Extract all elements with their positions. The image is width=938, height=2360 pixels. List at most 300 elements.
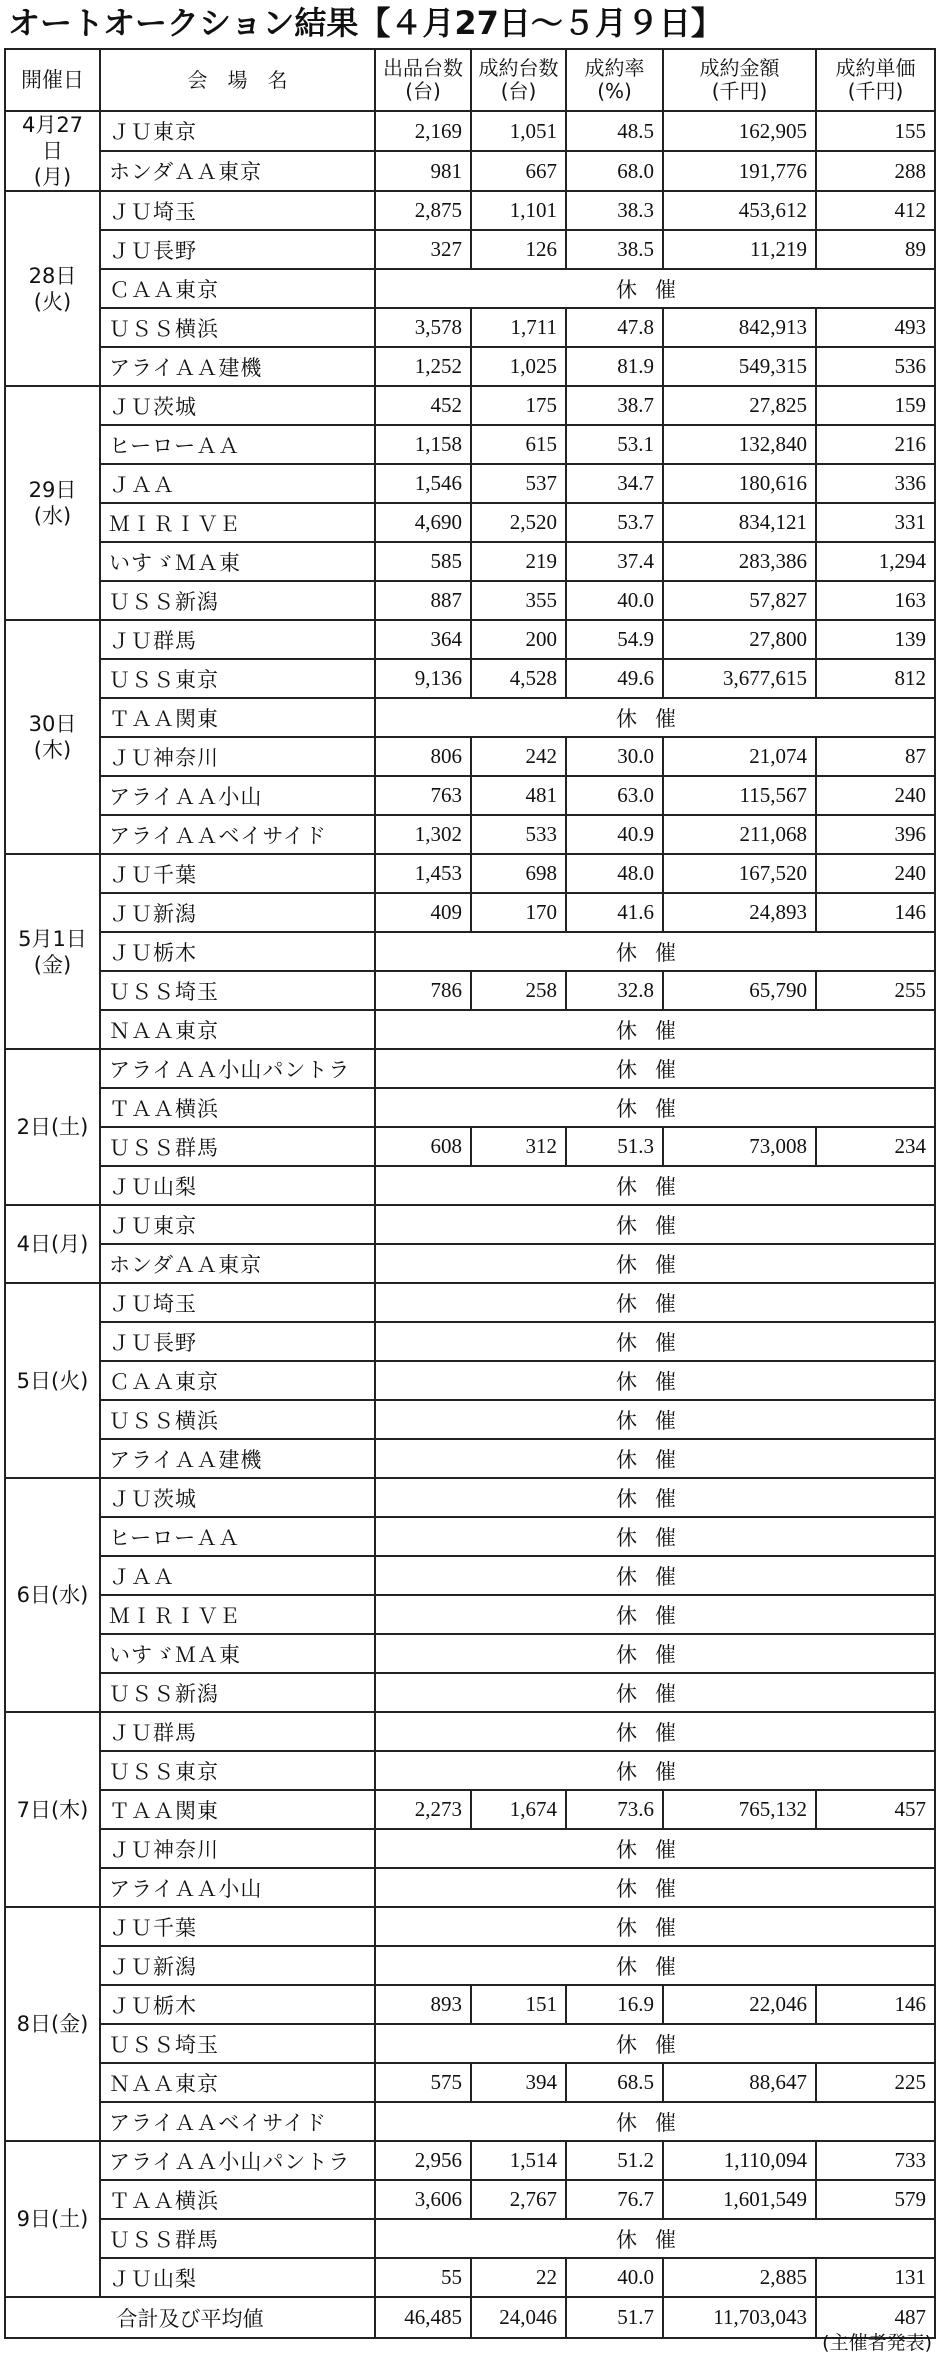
table-row bbox=[5, 1751, 935, 1790]
unit-price: 579 bbox=[816, 2180, 935, 2219]
contract-rate: 54.9 bbox=[566, 620, 663, 659]
date-cell: 5月1日 (金) bbox=[5, 854, 100, 1049]
contracted-count: 312 bbox=[471, 1127, 566, 1166]
listed-count: 981 bbox=[375, 151, 471, 191]
closed-label: 休催 bbox=[375, 1946, 935, 1985]
contract-rate: 51.3 bbox=[566, 1127, 663, 1166]
table-row bbox=[5, 269, 935, 308]
contracted-count: 258 bbox=[471, 971, 566, 1010]
date-cell: 28日(火) bbox=[5, 191, 100, 386]
header-rate: 成約率 (%) bbox=[566, 49, 663, 111]
venue-name: ＪＵ群馬 bbox=[100, 620, 375, 659]
closed-label: 休催 bbox=[375, 1556, 935, 1595]
contracted-count: 2,520 bbox=[471, 503, 566, 542]
listed-count: 55 bbox=[375, 2258, 471, 2297]
listed-count: 1,252 bbox=[375, 347, 471, 386]
venue-name: ＴＡＡ横浜 bbox=[100, 2180, 375, 2219]
venue-name: ＪＵ新潟 bbox=[100, 1946, 375, 1985]
table-row bbox=[5, 1829, 935, 1868]
unit-price: 1,294 bbox=[816, 542, 935, 581]
table-row bbox=[5, 191, 935, 230]
table-row bbox=[5, 1517, 935, 1556]
closed-label: 休催 bbox=[375, 1322, 935, 1361]
closed-label: 休催 bbox=[375, 1673, 935, 1712]
listed-count: 575 bbox=[375, 2063, 471, 2102]
venue-name: ＪＵ栃木 bbox=[100, 1985, 375, 2024]
venue-name: ＪＵ神奈川 bbox=[100, 737, 375, 776]
venue-name: アライＡＡ建機 bbox=[100, 1439, 375, 1478]
table-row bbox=[5, 1400, 935, 1439]
table-row bbox=[5, 2141, 935, 2180]
listed-count: 1,158 bbox=[375, 425, 471, 464]
closed-label: 休催 bbox=[375, 1712, 935, 1751]
contract-rate: 81.9 bbox=[566, 347, 663, 386]
venue-name: ＪＵ茨城 bbox=[100, 1478, 375, 1517]
contract-amount: 2,885 bbox=[663, 2258, 816, 2297]
contracted-count: 4,528 bbox=[471, 659, 566, 698]
listed-count: 2,875 bbox=[375, 191, 471, 230]
contracted-count: 355 bbox=[471, 581, 566, 620]
contract-rate: 40.0 bbox=[566, 2258, 663, 2297]
contracted-count: 170 bbox=[471, 893, 566, 932]
table-row bbox=[5, 932, 935, 971]
contract-amount: 453,612 bbox=[663, 191, 816, 230]
venue-name: アライＡＡ小山 bbox=[100, 1868, 375, 1907]
table-row bbox=[5, 1595, 935, 1634]
unit-price: 155 bbox=[816, 111, 935, 151]
table-row bbox=[5, 581, 935, 620]
contracted-count: 1,051 bbox=[471, 111, 566, 151]
contract-rate: 40.9 bbox=[566, 815, 663, 854]
table-row bbox=[5, 1634, 935, 1673]
contracted-count: 537 bbox=[471, 464, 566, 503]
source-note: (主催者発表) bbox=[822, 2332, 932, 2354]
unit-price: 536 bbox=[816, 347, 935, 386]
table-row bbox=[5, 2063, 935, 2102]
unit-price: 234 bbox=[816, 1127, 935, 1166]
auction-results-table bbox=[4, 48, 936, 2339]
closed-label: 休催 bbox=[375, 1634, 935, 1673]
listed-count: 327 bbox=[375, 230, 471, 269]
venue-name: ＭＩＲＩＶＥ bbox=[100, 503, 375, 542]
listed-count: 608 bbox=[375, 1127, 471, 1166]
unit-price: 159 bbox=[816, 386, 935, 425]
venue-name: ＪＵ新潟 bbox=[100, 893, 375, 932]
date-cell: 9日(土) bbox=[5, 2141, 100, 2297]
closed-label: 休催 bbox=[375, 1595, 935, 1634]
contract-amount: 180,616 bbox=[663, 464, 816, 503]
listed-count: 2,273 bbox=[375, 1790, 471, 1829]
header-amount: 成約金額 (千円) bbox=[663, 49, 816, 111]
contract-rate: 34.7 bbox=[566, 464, 663, 503]
venue-name: アライＡＡ建機 bbox=[100, 347, 375, 386]
table-row bbox=[5, 1985, 935, 2024]
contracted-count: 219 bbox=[471, 542, 566, 581]
table-row bbox=[5, 1205, 935, 1244]
table-row bbox=[5, 464, 935, 503]
contract-amount: 1,601,549 bbox=[663, 2180, 816, 2219]
listed-count: 4,690 bbox=[375, 503, 471, 542]
contract-amount: 24,893 bbox=[663, 893, 816, 932]
closed-label: 休催 bbox=[375, 1907, 935, 1946]
closed-label: 休催 bbox=[375, 1049, 935, 1088]
table-row bbox=[5, 854, 935, 893]
contracted-count: 2,767 bbox=[471, 2180, 566, 2219]
table-row bbox=[5, 542, 935, 581]
unit-price: 89 bbox=[816, 230, 935, 269]
table-row bbox=[5, 1556, 935, 1595]
contracted-count: 151 bbox=[471, 1985, 566, 2024]
listed-count: 763 bbox=[375, 776, 471, 815]
venue-name: ＮＡＡ東京 bbox=[100, 1010, 375, 1049]
date-cell: 8日(金) bbox=[5, 1907, 100, 2141]
table-row bbox=[5, 1127, 935, 1166]
table-row bbox=[5, 2180, 935, 2219]
table-row bbox=[5, 308, 935, 347]
table-row bbox=[5, 1907, 935, 1946]
contract-rate: 37.4 bbox=[566, 542, 663, 581]
venue-name: ＪＵ長野 bbox=[100, 230, 375, 269]
table-row bbox=[5, 698, 935, 737]
venue-name: アライＡＡ小山パントラ bbox=[100, 1049, 375, 1088]
table-row bbox=[5, 776, 935, 815]
closed-label: 休催 bbox=[375, 2102, 935, 2141]
venue-name: ＵＳＳ東京 bbox=[100, 1751, 375, 1790]
results-body bbox=[5, 111, 935, 2297]
table-row bbox=[5, 1010, 935, 1049]
venue-name: ＪＵ長野 bbox=[100, 1322, 375, 1361]
listed-count: 409 bbox=[375, 893, 471, 932]
table-row bbox=[5, 737, 935, 776]
contract-rate: 68.0 bbox=[566, 151, 663, 191]
total-amount: 11,703,043 bbox=[663, 2297, 816, 2338]
closed-label: 休催 bbox=[375, 1244, 935, 1283]
table-row bbox=[5, 1322, 935, 1361]
contracted-count: 667 bbox=[471, 151, 566, 191]
listed-count: 786 bbox=[375, 971, 471, 1010]
unit-price: 396 bbox=[816, 815, 935, 854]
table-row bbox=[5, 386, 935, 425]
venue-name: ヒーローＡＡ bbox=[100, 425, 375, 464]
total-row bbox=[5, 2297, 935, 2338]
table-row bbox=[5, 1790, 935, 1829]
closed-label: 休催 bbox=[375, 1205, 935, 1244]
table-row bbox=[5, 2258, 935, 2297]
closed-label: 休催 bbox=[375, 1166, 935, 1205]
table-row bbox=[5, 1478, 935, 1517]
date-cell: 4月27日 (月) bbox=[5, 111, 100, 191]
unit-price: 240 bbox=[816, 854, 935, 893]
contract-amount: 283,386 bbox=[663, 542, 816, 581]
contracted-count: 1,711 bbox=[471, 308, 566, 347]
venue-name: ＴＡＡ関東 bbox=[100, 698, 375, 737]
contract-amount: 162,905 bbox=[663, 111, 816, 151]
contract-rate: 38.7 bbox=[566, 386, 663, 425]
date-cell: 29日(水) bbox=[5, 386, 100, 620]
contract-amount: 1,110,094 bbox=[663, 2141, 816, 2180]
venue-name: ＣＡＡ東京 bbox=[100, 1361, 375, 1400]
contract-amount: 132,840 bbox=[663, 425, 816, 464]
table-row bbox=[5, 230, 935, 269]
date-cell: 2日(土) bbox=[5, 1049, 100, 1205]
closed-label: 休催 bbox=[375, 698, 935, 737]
contract-rate: 53.1 bbox=[566, 425, 663, 464]
date-cell: 4日(月) bbox=[5, 1205, 100, 1283]
contract-amount: 11,219 bbox=[663, 230, 816, 269]
contracted-count: 533 bbox=[471, 815, 566, 854]
contracted-count: 1,674 bbox=[471, 1790, 566, 1829]
date-cell: 7日(木) bbox=[5, 1712, 100, 1907]
venue-name: ＵＳＳ埼玉 bbox=[100, 971, 375, 1010]
contracted-count: 1,101 bbox=[471, 191, 566, 230]
total-unit-price: 487 bbox=[816, 2297, 935, 2338]
unit-price: 336 bbox=[816, 464, 935, 503]
venue-name: ＪＵ東京 bbox=[100, 1205, 375, 1244]
table-row bbox=[5, 1049, 935, 1088]
venue-name: ＪＵ埼玉 bbox=[100, 1283, 375, 1322]
table-row bbox=[5, 1673, 935, 1712]
table-row bbox=[5, 2219, 935, 2258]
contract-rate: 47.8 bbox=[566, 308, 663, 347]
closed-label: 休催 bbox=[375, 1478, 935, 1517]
venue-name: ＪＵ千葉 bbox=[100, 854, 375, 893]
table-row bbox=[5, 1439, 935, 1478]
contracted-count: 175 bbox=[471, 386, 566, 425]
venue-name: ＪＡＡ bbox=[100, 1556, 375, 1595]
contract-amount: 88,647 bbox=[663, 2063, 816, 2102]
venue-name: いすゞＭＡ東 bbox=[100, 1634, 375, 1673]
venue-name: ＵＳＳ新潟 bbox=[100, 1673, 375, 1712]
contract-rate: 16.9 bbox=[566, 1985, 663, 2024]
closed-label: 休催 bbox=[375, 269, 935, 308]
contract-rate: 49.6 bbox=[566, 659, 663, 698]
venue-name: ＪＵ千葉 bbox=[100, 1907, 375, 1946]
contract-amount: 27,825 bbox=[663, 386, 816, 425]
venue-name: ＴＡＡ関東 bbox=[100, 1790, 375, 1829]
table-row bbox=[5, 2102, 935, 2141]
unit-price: 412 bbox=[816, 191, 935, 230]
venue-name: ＪＵ東京 bbox=[100, 111, 375, 151]
table-row bbox=[5, 1166, 935, 1205]
unit-price: 216 bbox=[816, 425, 935, 464]
contracted-count: 615 bbox=[471, 425, 566, 464]
venue-name: ＭＩＲＩＶＥ bbox=[100, 1595, 375, 1634]
contract-amount: 22,046 bbox=[663, 1985, 816, 2024]
closed-label: 休催 bbox=[375, 932, 935, 971]
closed-label: 休催 bbox=[375, 1400, 935, 1439]
venue-name: ＪＵ栃木 bbox=[100, 932, 375, 971]
date-cell: 6日(水) bbox=[5, 1478, 100, 1712]
table-row bbox=[5, 111, 935, 151]
contracted-count: 200 bbox=[471, 620, 566, 659]
contract-amount: 549,315 bbox=[663, 347, 816, 386]
venue-name: ＪＵ山梨 bbox=[100, 2258, 375, 2297]
venue-name: ＪＵ神奈川 bbox=[100, 1829, 375, 1868]
table-row bbox=[5, 503, 935, 542]
total-rate: 51.7 bbox=[566, 2297, 663, 2338]
venue-name: ＪＵ埼玉 bbox=[100, 191, 375, 230]
date-cell: 5日(火) bbox=[5, 1283, 100, 1478]
venue-name: ＵＳＳ群馬 bbox=[100, 1127, 375, 1166]
contract-rate: 41.6 bbox=[566, 893, 663, 932]
contract-rate: 40.0 bbox=[566, 581, 663, 620]
contract-rate: 63.0 bbox=[566, 776, 663, 815]
contract-rate: 38.5 bbox=[566, 230, 663, 269]
total-label: 合計及び平均値 bbox=[5, 2297, 375, 2338]
contract-amount: 65,790 bbox=[663, 971, 816, 1010]
contract-rate: 48.5 bbox=[566, 111, 663, 151]
contracted-count: 698 bbox=[471, 854, 566, 893]
venue-name: ＪＵ群馬 bbox=[100, 1712, 375, 1751]
venue-name: ＵＳＳ埼玉 bbox=[100, 2024, 375, 2063]
header-listed: 出品台数 (台) bbox=[375, 49, 471, 111]
closed-label: 休催 bbox=[375, 1361, 935, 1400]
closed-label: 休催 bbox=[375, 1829, 935, 1868]
venue-name: アライＡＡ小山パントラ bbox=[100, 2141, 375, 2180]
unit-price: 812 bbox=[816, 659, 935, 698]
total-listed: 46,485 bbox=[375, 2297, 471, 2338]
unit-price: 457 bbox=[816, 1790, 935, 1829]
table-row bbox=[5, 1244, 935, 1283]
venue-name: アライＡＡベイサイド bbox=[100, 815, 375, 854]
contract-amount: 842,913 bbox=[663, 308, 816, 347]
closed-label: 休催 bbox=[375, 1751, 935, 1790]
closed-label: 休催 bbox=[375, 2219, 935, 2258]
contracted-count: 1,514 bbox=[471, 2141, 566, 2180]
table-row bbox=[5, 151, 935, 191]
venue-name: いすゞＭＡ東 bbox=[100, 542, 375, 581]
contract-amount: 27,800 bbox=[663, 620, 816, 659]
venue-name: ＮＡＡ東京 bbox=[100, 2063, 375, 2102]
table-row bbox=[5, 659, 935, 698]
unit-price: 255 bbox=[816, 971, 935, 1010]
unit-price: 288 bbox=[816, 151, 935, 191]
contracted-count: 22 bbox=[471, 2258, 566, 2297]
contract-rate: 48.0 bbox=[566, 854, 663, 893]
contract-amount: 115,567 bbox=[663, 776, 816, 815]
listed-count: 2,956 bbox=[375, 2141, 471, 2180]
venue-name: ＪＡＡ bbox=[100, 464, 375, 503]
table-row bbox=[5, 2024, 935, 2063]
table-row bbox=[5, 425, 935, 464]
unit-price: 225 bbox=[816, 2063, 935, 2102]
contracted-count: 394 bbox=[471, 2063, 566, 2102]
listed-count: 3,606 bbox=[375, 2180, 471, 2219]
unit-price: 163 bbox=[816, 581, 935, 620]
listed-count: 585 bbox=[375, 542, 471, 581]
listed-count: 452 bbox=[375, 386, 471, 425]
venue-name: ＪＵ山梨 bbox=[100, 1166, 375, 1205]
closed-label: 休催 bbox=[375, 1283, 935, 1322]
header-date: 開催日 bbox=[5, 49, 100, 111]
unit-price: 139 bbox=[816, 620, 935, 659]
contract-amount: 3,677,615 bbox=[663, 659, 816, 698]
header-contracted: 成約台数 (台) bbox=[471, 49, 566, 111]
venue-name: ＵＳＳ群馬 bbox=[100, 2219, 375, 2258]
unit-price: 331 bbox=[816, 503, 935, 542]
table-row bbox=[5, 1361, 935, 1400]
contracted-count: 481 bbox=[471, 776, 566, 815]
closed-label: 休催 bbox=[375, 1088, 935, 1127]
closed-label: 休催 bbox=[375, 1010, 935, 1049]
closed-label: 休催 bbox=[375, 1868, 935, 1907]
contracted-count: 242 bbox=[471, 737, 566, 776]
table-row bbox=[5, 1088, 935, 1127]
listed-count: 1,546 bbox=[375, 464, 471, 503]
closed-label: 休催 bbox=[375, 2024, 935, 2063]
venue-name: ＣＡＡ東京 bbox=[100, 269, 375, 308]
venue-name: アライＡＡベイサイド bbox=[100, 2102, 375, 2141]
header-unit-price: 成約単価 (千円) bbox=[816, 49, 935, 111]
table-row bbox=[5, 620, 935, 659]
venue-name: ホンダＡＡ東京 bbox=[100, 1244, 375, 1283]
contract-rate: 51.2 bbox=[566, 2141, 663, 2180]
table-row bbox=[5, 893, 935, 932]
contract-rate: 32.8 bbox=[566, 971, 663, 1010]
table-row bbox=[5, 971, 935, 1010]
contract-rate: 30.0 bbox=[566, 737, 663, 776]
total-contracted: 24,046 bbox=[471, 2297, 566, 2338]
table-row bbox=[5, 1283, 935, 1322]
unit-price: 131 bbox=[816, 2258, 935, 2297]
listed-count: 887 bbox=[375, 581, 471, 620]
contract-amount: 57,827 bbox=[663, 581, 816, 620]
venue-name: ホンダＡＡ東京 bbox=[100, 151, 375, 191]
listed-count: 893 bbox=[375, 1985, 471, 2024]
contract-amount: 167,520 bbox=[663, 854, 816, 893]
listed-count: 1,453 bbox=[375, 854, 471, 893]
contract-amount: 211,068 bbox=[663, 815, 816, 854]
unit-price: 733 bbox=[816, 2141, 935, 2180]
header-venue: 会 場 名 bbox=[100, 49, 375, 111]
listed-count: 2,169 bbox=[375, 111, 471, 151]
contract-amount: 765,132 bbox=[663, 1790, 816, 1829]
header-row bbox=[5, 49, 935, 111]
unit-price: 146 bbox=[816, 1985, 935, 2024]
venue-name: ＵＳＳ横浜 bbox=[100, 308, 375, 347]
venue-name: ＴＡＡ横浜 bbox=[100, 1088, 375, 1127]
unit-price: 493 bbox=[816, 308, 935, 347]
contracted-count: 126 bbox=[471, 230, 566, 269]
contract-rate: 38.3 bbox=[566, 191, 663, 230]
venue-name: アライＡＡ小山 bbox=[100, 776, 375, 815]
listed-count: 3,578 bbox=[375, 308, 471, 347]
contract-amount: 834,121 bbox=[663, 503, 816, 542]
table-row bbox=[5, 347, 935, 386]
table-row bbox=[5, 1868, 935, 1907]
table-row bbox=[5, 815, 935, 854]
closed-label: 休催 bbox=[375, 1517, 935, 1556]
page-title: オートオークション結果【４月27日～５月９日】 bbox=[8, 4, 723, 42]
venue-name: ＪＵ茨城 bbox=[100, 386, 375, 425]
listed-count: 1,302 bbox=[375, 815, 471, 854]
unit-price: 146 bbox=[816, 893, 935, 932]
contract-rate: 76.7 bbox=[566, 2180, 663, 2219]
venue-name: ＵＳＳ東京 bbox=[100, 659, 375, 698]
closed-label: 休催 bbox=[375, 1439, 935, 1478]
listed-count: 9,136 bbox=[375, 659, 471, 698]
unit-price: 87 bbox=[816, 737, 935, 776]
venue-name: ヒーローＡＡ bbox=[100, 1517, 375, 1556]
venue-name: ＵＳＳ横浜 bbox=[100, 1400, 375, 1439]
venue-name: ＵＳＳ新潟 bbox=[100, 581, 375, 620]
contract-rate: 73.6 bbox=[566, 1790, 663, 1829]
contracted-count: 1,025 bbox=[471, 347, 566, 386]
table-row bbox=[5, 1946, 935, 1985]
contract-amount: 73,008 bbox=[663, 1127, 816, 1166]
unit-price: 240 bbox=[816, 776, 935, 815]
contract-amount: 21,074 bbox=[663, 737, 816, 776]
